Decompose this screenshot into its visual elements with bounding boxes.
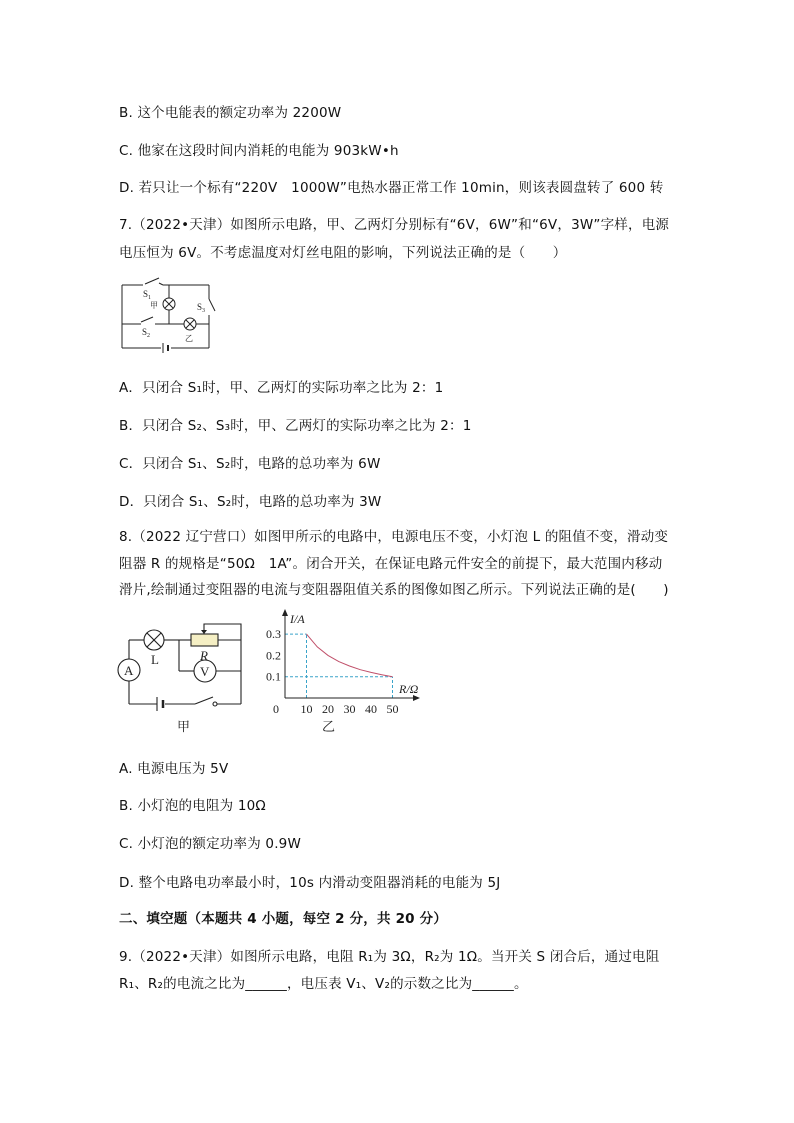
q9-stem-line1: 9.（2022•天津）如图所示电路，电阻 R₁为 3Ω，R₂为 1Ω。当开关 S 闭合后，通过电阻 [119, 949, 660, 965]
option-q6-b: B. 这个电能表的额定功率为 2200W [119, 105, 342, 121]
q8-option-d: D. 整个电路电功率最小时，10s 内滑动变阻器消耗的电能为 5J [119, 875, 501, 891]
chart-series-line [307, 634, 393, 677]
s3-label: $S_3$ [197, 302, 206, 314]
q7-option-d: D．只闭合 S₁、S₂时，电路的总功率为 3W [119, 494, 382, 510]
q9-stem-line2: R₁、R₂的电流之比为______，电压表 V₁、V₂的示数之比为______。 [119, 976, 528, 992]
y-tick-label: 0.1 [266, 669, 281, 684]
rheostat-r-label: R [200, 648, 208, 663]
origin-label: 0 [273, 702, 279, 716]
q8-current-resistance-chart [255, 608, 425, 738]
lamp-jia-label: 甲 [150, 301, 158, 310]
q7-option-a: A．只闭合 S₁时，甲、乙两灯的实际功率之比为 2：1 [119, 380, 444, 396]
x-tick-label: 20 [322, 702, 334, 716]
q8-stem-line3: 滑片,绘制通过变阻器的电流与变阻器阻值关系的图像如图乙所示。下列说法正确的是( ) [119, 582, 669, 598]
q8-stem-line1: 8.（2022 辽宁营口）如图甲所示的电路中，电源电压不变，小灯泡 L 的阻值不变，滑动变 [119, 529, 669, 545]
s1-label: $S_1$ [143, 289, 152, 301]
x-tick-label: 50 [386, 702, 399, 716]
voltmeter-label: V [200, 664, 210, 679]
q8-option-c: C. 小灯泡的额定功率为 0.9W [119, 836, 302, 852]
x-tick-label: 10 [300, 702, 313, 716]
x-tick-label: 30 [343, 702, 356, 716]
q7-circuit-figure [115, 275, 230, 355]
fig-caption-yi: 乙 [322, 719, 336, 734]
q8-stem-line2: 阻器 R 的规格是“50Ω 1A”。闭合开关，在保证电路元件安全的前提下，最大范围内移动 [119, 556, 663, 572]
s2-label: $S_2$ [142, 327, 151, 339]
lamp-yi-label: 乙 [185, 334, 193, 343]
q8-option-b: B. 小灯泡的电阻为 10Ω [119, 798, 266, 814]
q8-circuit-figure [115, 618, 250, 738]
y-tick-label: 0.3 [266, 627, 281, 642]
option-q6-c: C. 他家在这段时间内消耗的电能为 903kW•h [119, 143, 399, 159]
section-2-heading: 二、填空题（本题共 4 小题，每空 2 分，共 20 分） [119, 911, 448, 927]
q7-option-c: C．只闭合 S₁、S₂时，电路的总功率为 6W [119, 456, 381, 472]
y-tick-label: 0.2 [266, 648, 281, 663]
y-axis-label: I/A [290, 612, 305, 626]
lamp-l-label: L [151, 652, 159, 667]
q8-option-a: A. 电源电压为 5V [119, 761, 229, 777]
q7-stem-line1: 7.（2022•天津）如图所示电路，甲、乙两灯分别标有“6V，6W”和“6V，3W”字样，电源 [119, 217, 670, 233]
q7-option-b: B．只闭合 S₂、S₃时，甲、乙两灯的实际功率之比为 2：1 [119, 418, 472, 434]
x-tick-label: 40 [365, 702, 377, 716]
y-axis-arrow [282, 609, 288, 616]
ammeter-label: A [124, 663, 134, 678]
fig-caption-jia: 甲 [177, 719, 191, 734]
q7-stem-line2: 电压恒为 6V。不考虑温度对灯丝电阻的影响，下列说法正确的是（ ） [119, 245, 567, 261]
x-axis-label: R/Ω [399, 682, 419, 696]
option-q6-d: D. 若只让一个标有“220V 1000W”电热水器正常工作 10min，则该表圆盘转了 600 转 [119, 180, 664, 196]
